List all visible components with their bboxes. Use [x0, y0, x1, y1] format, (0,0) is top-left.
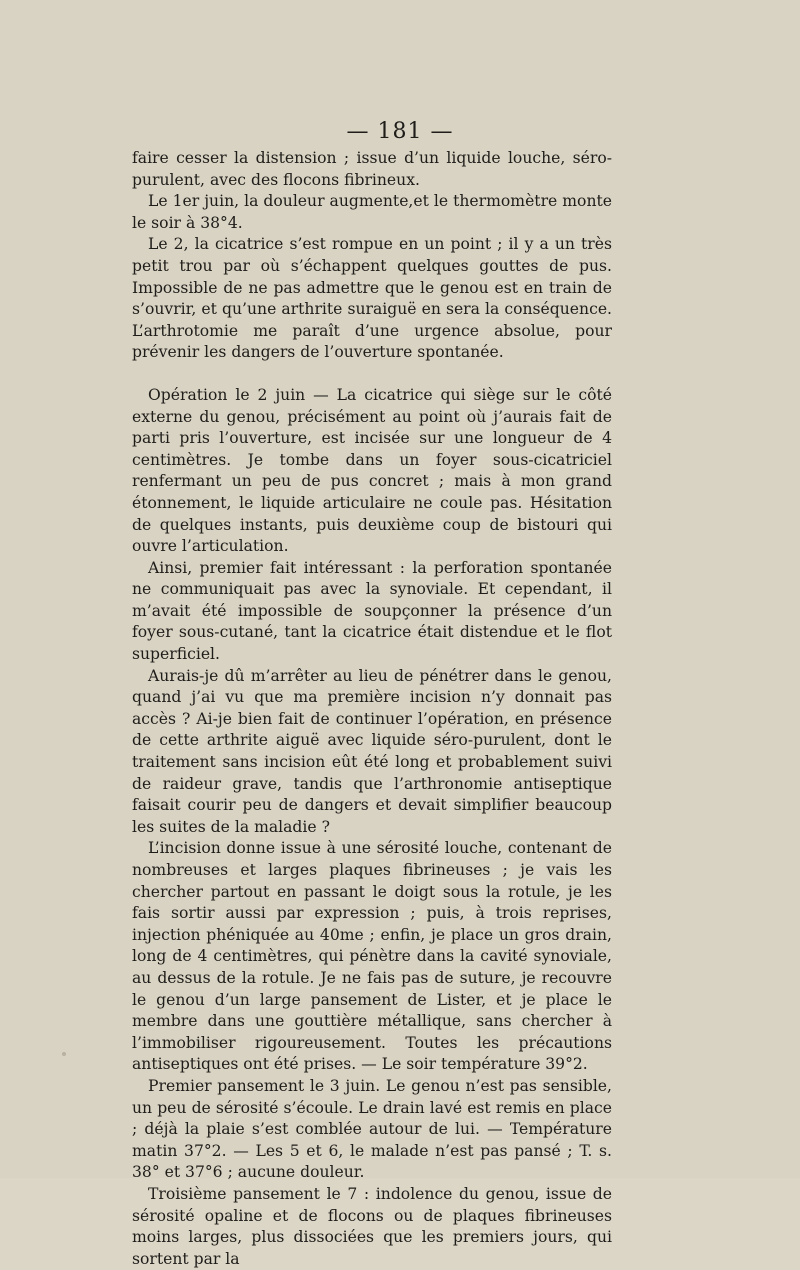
paragraph: Premier pansement le 3 juin. Le genou n’est pas sensible, un peu de sérosité s’écoule. Le drain lavé est remis en place ; déjà la plaie s’est comblée autour de lui. — Température matin 37°2. — Les 5 et 6, le malade n’est pas pansé ; T. s. 38° et 37°6 ; aucune douleur. — [132, 1076, 612, 1182]
paragraph: Aurais-je dû m’arrêter au lieu de pénétrer dans le genou, quand j’ai vu que ma première incision n’y donnait pas accès ? Ai-je bien fait de continuer l’opération, en présence de cette arthrite aiguë avec liquide séro-purulent, dont le traitement sans incision eût été long et probablement suivi de raideur grave, tandis que l’arthronomie antiseptique faisait courir peu de dangers et devait simplifier beaucoup les suites de la maladie ? — [132, 666, 612, 836]
paragraph: Opération le 2 juin — La cicatrice qui siège sur le côté externe du genou, précisément au point où j’aurais fait de parti pris l’ouverture, est incisée sur une longueur de 4 centimètres. Je tombe dans un foyer sous-cicatriciel renfermant un peu de pus concret ; mais à mon grand étonnement, le liquide articulaire ne coule pas. Hésitation de quelques instants, puis deuxième coup de bistouri qui ouvre l’articulation. — [132, 385, 612, 556]
page-number: — 181 — — [346, 119, 454, 144]
paragraph: Le 2, la cicatrice s’est rompue en un point ; il y a un très petit trou par où s’échappent quelques gouttes de pus. Impossible de ne pas admettre que le genou est en train de s’ouvrir, et qu’une arthrite suraiguë en sera la conséquence. L’arthrotomie me paraît d’une urgence absolue, pour prévenir les dangers de l’ouverture spontanée. — [132, 235, 612, 362]
paper-speck — [62, 1052, 66, 1056]
paragraph: Ainsi, premier fait intéressant : la perforation spontanée ne communiquait pas avec la synoviale. Et cependant, il m’avait été impossible de soupçonner la présence d’un foyer sous-cutané, tant la cicatrice était distendue et le flot superficiel. — [132, 558, 612, 664]
body-text — [132, 148, 612, 1270]
paragraph: faire cesser la distension ; issue d’un liquide louche, séro-purulent, avec des flocons fibrineux. — [132, 149, 612, 189]
paragraph: Troisième pansement le 7 : indolence du genou, issue de sérosité opaline et de flocons ou de plaques fibrineuses moins larges, plus dissociées que les premiers jours, qui sortent par la — [132, 1184, 612, 1268]
paragraph: L’incision donne issue à une sérosité louche, contenant de nombreuses et larges plaques fibrineuses ; je vais les chercher partout en passant le doigt sous la rotule, je les fais sortir aussi par expression ; puis, à trois reprises, injection phéniquée au 40me ; enfin, je place un gros drain, long de 4 centimètres, qui pénètre dans la cavité synoviale, au dessus de la rotule. Je ne fais pas de suture, je recouvre le genou d’un large pansement de Lister, et je place le membre dans une gouttière métallique, sans chercher à l’immobiliser rigoureusement. Toutes les précautions antiseptiques ont été prises. — Le soir température 39°2. — [132, 839, 612, 1074]
paragraph: Le 1er juin, la douleur augmente,et le thermomètre monte le soir à 38°4. — [132, 192, 612, 232]
